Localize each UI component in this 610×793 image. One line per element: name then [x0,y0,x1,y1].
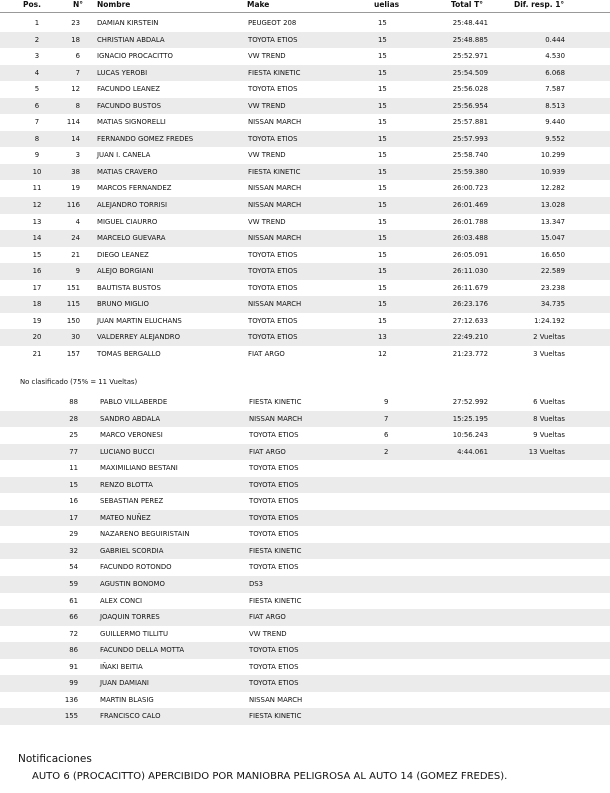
cell-num: 38 [71,167,80,176]
cell-laps: 15 [378,300,387,309]
cell-make: TOYOTA ETIOS [249,464,299,473]
cell-num: 99 [69,679,78,688]
table-row [0,444,610,461]
cell-name: AGUSTIN BONOMO [100,580,165,589]
cell-time: 25:54.509 [452,68,488,77]
table-row [0,114,610,131]
cell-num: 9 [75,267,80,276]
cell-laps: 15 [378,250,387,259]
cell-diff: 15.047 [540,234,565,243]
cell-name: ALEJO BORGIANI [97,267,154,276]
cell-diff: 9.552 [545,134,565,143]
cell-num: 116 [66,201,80,210]
table-row [0,559,610,576]
header-make: Make [247,0,270,9]
cell-name: LUCAS YEROBI [97,68,148,77]
cell-time: 15:25.195 [452,414,488,423]
cell-num: 25 [69,431,78,440]
cell-name: MARCOS FERNANDEZ [97,184,172,193]
cell-diff: 13.028 [540,201,565,210]
cell-pos: 10 [32,167,42,176]
cell-laps: 15 [378,316,387,325]
cell-time: 10:56.243 [452,431,488,440]
cell-diff: 7.587 [545,85,565,94]
cell-laps: 15 [378,184,387,193]
cell-num: 17 [69,513,78,522]
cell-num: 12 [71,85,80,94]
table-row [0,609,610,626]
cell-name: DAMIAN KIRSTEIN [97,19,159,27]
table-row [0,692,610,709]
cell-name: FACUNDO LEANEZ [97,85,160,94]
table-row [0,543,610,560]
cell-pos: 20 [32,333,42,342]
results-header [0,0,610,10]
cell-laps: 12 [378,349,387,358]
cell-name: JUAN I. CANELA [97,151,151,160]
not-classified-results-table [0,394,610,725]
header-divider [0,12,610,13]
cell-time: 26:05.091 [452,250,488,259]
cell-name: BAUTISTA BUSTOS [97,283,161,292]
cell-pos: 7 [34,118,40,127]
cell-laps: 15 [378,167,387,176]
table-row [0,477,610,494]
cell-laps: 15 [378,118,387,127]
header-laps: uelias [374,0,400,9]
cell-diff: 9 Vueltas [533,431,565,440]
cell-name: JOAQUIN TORRES [100,613,160,622]
table-row [0,659,610,676]
table-row [0,493,610,510]
cell-diff: 0.444 [545,35,565,44]
table-row [0,411,610,428]
cell-laps: 15 [378,35,387,44]
cell-name: GABRIEL SCORDIA [100,546,164,555]
cell-make: FIAT ARGO [249,613,286,622]
cell-pos: 14 [32,234,42,243]
table-row [0,98,610,115]
cell-make: VW TREND [248,101,286,110]
cell-num: 18 [71,35,80,44]
cell-name: MATIAS CRAVERO [97,167,158,176]
cell-diff: 8.513 [545,101,565,110]
cell-pos: 16 [32,267,42,276]
cell-make: NISSAN MARCH [248,118,302,127]
cell-num: 21 [71,250,80,259]
cell-time: 26:00.723 [452,184,488,193]
cell-make: TOYOTA ETIOS [248,35,298,44]
table-row [0,131,610,148]
table-row [0,280,610,297]
cell-name: CHRISTIAN ABDALA [97,35,165,44]
cell-make: TOYOTA ETIOS [248,316,298,325]
cell-name: SANDRO ABDALA [100,414,161,423]
cell-diff: 8 Vueltas [533,414,565,423]
table-row [0,313,610,330]
cell-laps: 15 [378,234,387,243]
cell-num: 14 [71,134,80,143]
header-name: Nombre [97,0,131,9]
table-row [0,526,610,543]
cell-make: NISSAN MARCH [248,184,302,193]
cell-make: TOYOTA ETIOS [249,497,299,506]
cell-pos: 2 [34,35,40,44]
cell-num: 54 [69,563,78,572]
cell-diff: 10.299 [540,151,565,160]
cell-num: 151 [66,283,80,292]
cell-pos: 17 [32,283,42,292]
cell-num: 77 [69,447,78,456]
table-row [0,32,610,49]
cell-laps: 15 [378,267,387,276]
cell-laps: 7 [384,414,389,423]
cell-time: 25:52.971 [452,52,488,61]
cell-name: MATIAS SIGNORELLI [97,118,166,127]
cell-time: 26:03.488 [452,234,488,243]
cell-time: 25:48.441 [452,19,488,27]
cell-num: 150 [66,316,80,325]
cell-make: NISSAN MARCH [248,300,302,309]
cell-time: 26:11.679 [452,283,488,292]
cell-pos: 15 [32,250,42,259]
cell-name: MIGUEL CIAURRO [97,217,158,226]
cell-pos: 19 [32,316,42,325]
cell-make: FIESTA KINETIC [248,167,301,176]
cell-num: 16 [69,497,78,506]
cell-name: MAXIMILIANO BESTANI [100,464,178,473]
cell-laps: 15 [378,283,387,292]
cell-num: 8 [75,101,80,110]
cell-laps: 15 [378,52,387,61]
header-pos: Pos. [23,0,41,9]
cell-name: IGNACIO PROCACITTO [97,52,173,61]
cell-num: 4 [75,217,80,226]
table-row [0,247,610,264]
cell-num: 72 [69,629,78,638]
table-row [0,394,610,411]
cell-num: 32 [69,546,78,555]
cell-num: 155 [64,712,78,721]
cell-pos: 12 [32,201,42,210]
cell-time: 21:23.772 [452,349,488,358]
cell-time: 25:59.380 [452,167,488,176]
cell-name: PABLO VILLABERDE [100,398,168,406]
notifications-text: AUTO 6 (PROCACITTO) APERCIBIDO POR MANIOBRA PELIGROSA AL AUTO 14 (GOMEZ FREDES). [32,771,508,782]
cell-name: ALEJANDRO TORRISI [97,201,168,210]
table-row [0,346,610,363]
cell-laps: 15 [378,151,387,160]
cell-name: MARCO VERONESI [100,431,163,440]
cell-name: DIEGO LEANEZ [97,250,149,259]
cell-time: 26:01.469 [452,201,488,210]
cell-num: 86 [69,646,78,655]
cell-make: TOYOTA ETIOS [249,662,299,671]
cell-diff: 9.440 [545,118,565,127]
cell-diff: 13.347 [540,217,565,226]
cell-make: TOYOTA ETIOS [249,563,299,572]
cell-make: DS3 [249,580,264,589]
cell-make: VW TREND [249,629,287,638]
table-row [0,427,610,444]
cell-num: 59 [69,580,78,589]
cell-num: 19 [71,184,80,193]
cell-diff: 1:24.192 [534,316,565,325]
table-row [0,263,610,280]
cell-pos: 4 [34,68,40,77]
cell-name: JUAN MARTIN ELUCHANS [97,316,182,325]
cell-name: MATEO NUÑEZ [100,513,151,522]
cell-make: VW TREND [248,217,286,226]
cell-num: 136 [64,695,78,704]
cell-laps: 15 [378,101,387,110]
cell-pos: 1 [34,19,40,27]
cell-make: TOYOTA ETIOS [249,480,299,489]
cell-pos: 13 [32,217,42,226]
cell-laps: 2 [384,447,389,456]
table-row [0,147,610,164]
table-row [0,81,610,98]
cell-num: 7 [75,68,80,77]
table-row [0,510,610,527]
table-row [0,214,610,231]
cell-laps: 15 [378,201,387,210]
cell-num: 28 [69,414,78,423]
cell-time: 26:23.176 [452,300,488,309]
cell-pos: 18 [32,300,42,309]
cell-name: MARCELO GUEVARA [97,234,166,243]
table-row [0,296,610,313]
cell-make: TOYOTA ETIOS [249,646,299,655]
cell-make: TOYOTA ETIOS [248,85,298,94]
cell-make: TOYOTA ETIOS [248,250,298,259]
cell-name: LUCIANO BUCCI [100,447,155,456]
cell-name: GUILLERMO TILLITU [100,629,168,638]
cell-name: FACUNDO DELLA MOTTA [100,646,185,655]
header-time: Total T° [451,0,483,9]
cell-diff: 2 Vueltas [533,333,565,342]
table-row [0,164,610,181]
cell-name: NAZARENO BEGUIRISTAIN [100,530,190,539]
cell-diff: 23.238 [540,283,565,292]
cell-laps: 15 [378,85,387,94]
cell-laps: 15 [378,68,387,77]
cell-num: 23 [71,19,80,27]
cell-make: FIESTA KINETIC [249,546,302,555]
cell-diff: 10.939 [540,167,565,176]
cell-make: TOYOTA ETIOS [248,283,298,292]
table-row [0,230,610,247]
cell-diff: 16.650 [540,250,565,259]
cell-make: FIESTA KINETIC [249,398,302,406]
cell-diff: 22.589 [540,267,565,276]
cell-pos: 9 [34,151,40,160]
cell-num: 6 [75,52,80,61]
cell-make: TOYOTA ETIOS [249,431,299,440]
cell-name: FACUNDO ROTONDO [100,563,172,572]
cell-diff: 34.735 [540,300,565,309]
table-row [0,15,610,32]
cell-name: FRANCISCO CALO [100,712,161,721]
cell-name: ALEX CONCI [100,596,143,605]
cell-num: 3 [75,151,80,160]
cell-num: 24 [71,234,80,243]
cell-time: 22:49.210 [452,333,488,342]
cell-name: BRUNO MIGLIO [97,300,149,309]
cell-pos: 21 [32,349,42,358]
cell-laps: 13 [378,333,387,342]
table-row [0,593,610,610]
cell-laps: 6 [384,431,389,440]
cell-num: 29 [69,530,78,539]
table-row [0,197,610,214]
cell-name: RENZO BLOTTA [100,480,153,489]
cell-make: FIESTA KINETIC [249,712,302,721]
table-row [0,675,610,692]
table-row [0,626,610,643]
cell-make: FIAT ARGO [249,447,286,456]
cell-pos: 11 [32,184,42,193]
cell-diff: 12.282 [540,184,565,193]
cell-num: 11 [69,464,78,473]
cell-time: 27:52.992 [452,398,488,406]
cell-pos: 3 [34,52,40,61]
cell-time: 4:44.061 [457,447,488,456]
not-classified-label: No clasificado (75% = 11 Vueltas) [20,378,138,386]
cell-num: 66 [69,613,78,622]
cell-make: TOYOTA ETIOS [249,530,299,539]
table-row [0,460,610,477]
cell-num: 88 [69,398,78,406]
cell-num: 15 [69,480,78,489]
cell-time: 25:56.028 [452,85,488,94]
cell-pos: 6 [34,101,40,110]
cell-diff: 6 Vueltas [533,398,565,406]
cell-time: 26:11.030 [452,267,488,276]
notifications-title: Notificaciones [18,753,92,765]
cell-make: FIESTA KINETIC [249,596,302,605]
cell-pos: 5 [34,85,40,94]
table-row [0,708,610,725]
table-row [0,48,610,65]
cell-make: VW TREND [248,52,286,61]
cell-make: TOYOTA ETIOS [248,134,298,143]
cell-make: TOYOTA ETIOS [249,679,299,688]
cell-num: 91 [69,662,78,671]
cell-name: FERNANDO GOMEZ FREDES [97,134,194,143]
header-num: N° [73,0,84,9]
cell-name: MARTIN BLASIG [100,695,154,704]
cell-num: 157 [66,349,80,358]
cell-make: NISSAN MARCH [249,695,303,704]
cell-num: 115 [66,300,80,309]
cell-diff: 4.530 [545,52,565,61]
cell-diff: 6.068 [545,68,565,77]
cell-make: NISSAN MARCH [249,414,303,423]
cell-time: 25:57.881 [452,118,488,127]
cell-diff: 13 Vueltas [528,447,565,456]
cell-diff: 3 Vueltas [533,349,565,358]
cell-name: SEBASTIAN PEREZ [100,497,164,506]
cell-num: 61 [69,596,78,605]
cell-pos: 8 [34,134,40,143]
cell-time: 25:48.885 [452,35,488,44]
table-row [0,576,610,593]
cell-laps: 15 [378,134,387,143]
classified-results-table [0,15,610,362]
cell-num: 30 [71,333,80,342]
cell-time: 25:57.993 [452,134,488,143]
cell-name: IÑAKI BEITIA [100,662,143,671]
cell-make: TOYOTA ETIOS [249,513,299,522]
cell-make: PEUGEOT 208 [248,19,297,27]
cell-make: TOYOTA ETIOS [248,333,298,342]
cell-make: NISSAN MARCH [248,234,302,243]
cell-name: FACUNDO BUSTOS [97,101,162,110]
table-row [0,65,610,82]
cell-time: 25:56.954 [452,101,488,110]
cell-make: NISSAN MARCH [248,201,302,210]
cell-laps: 15 [378,19,387,27]
cell-name: JUAN DAMIANI [100,679,149,688]
cell-num: 114 [66,118,80,127]
table-row [0,642,610,659]
cell-time: 27:12.633 [452,316,488,325]
cell-make: FIAT ARGO [248,349,285,358]
cell-make: TOYOTA ETIOS [248,267,298,276]
cell-name: VALDERREY ALEJANDRO [97,333,181,342]
cell-time: 26:01.788 [452,217,488,226]
cell-time: 25:58.740 [452,151,488,160]
cell-name: TOMAS BERGALLO [97,349,161,358]
cell-make: FIESTA KINETIC [248,68,301,77]
cell-laps: 9 [384,398,389,406]
table-row [0,180,610,197]
table-row [0,329,610,346]
cell-laps: 15 [378,217,387,226]
header-diff: Dif. resp. 1° [514,0,565,9]
cell-make: VW TREND [248,151,286,160]
